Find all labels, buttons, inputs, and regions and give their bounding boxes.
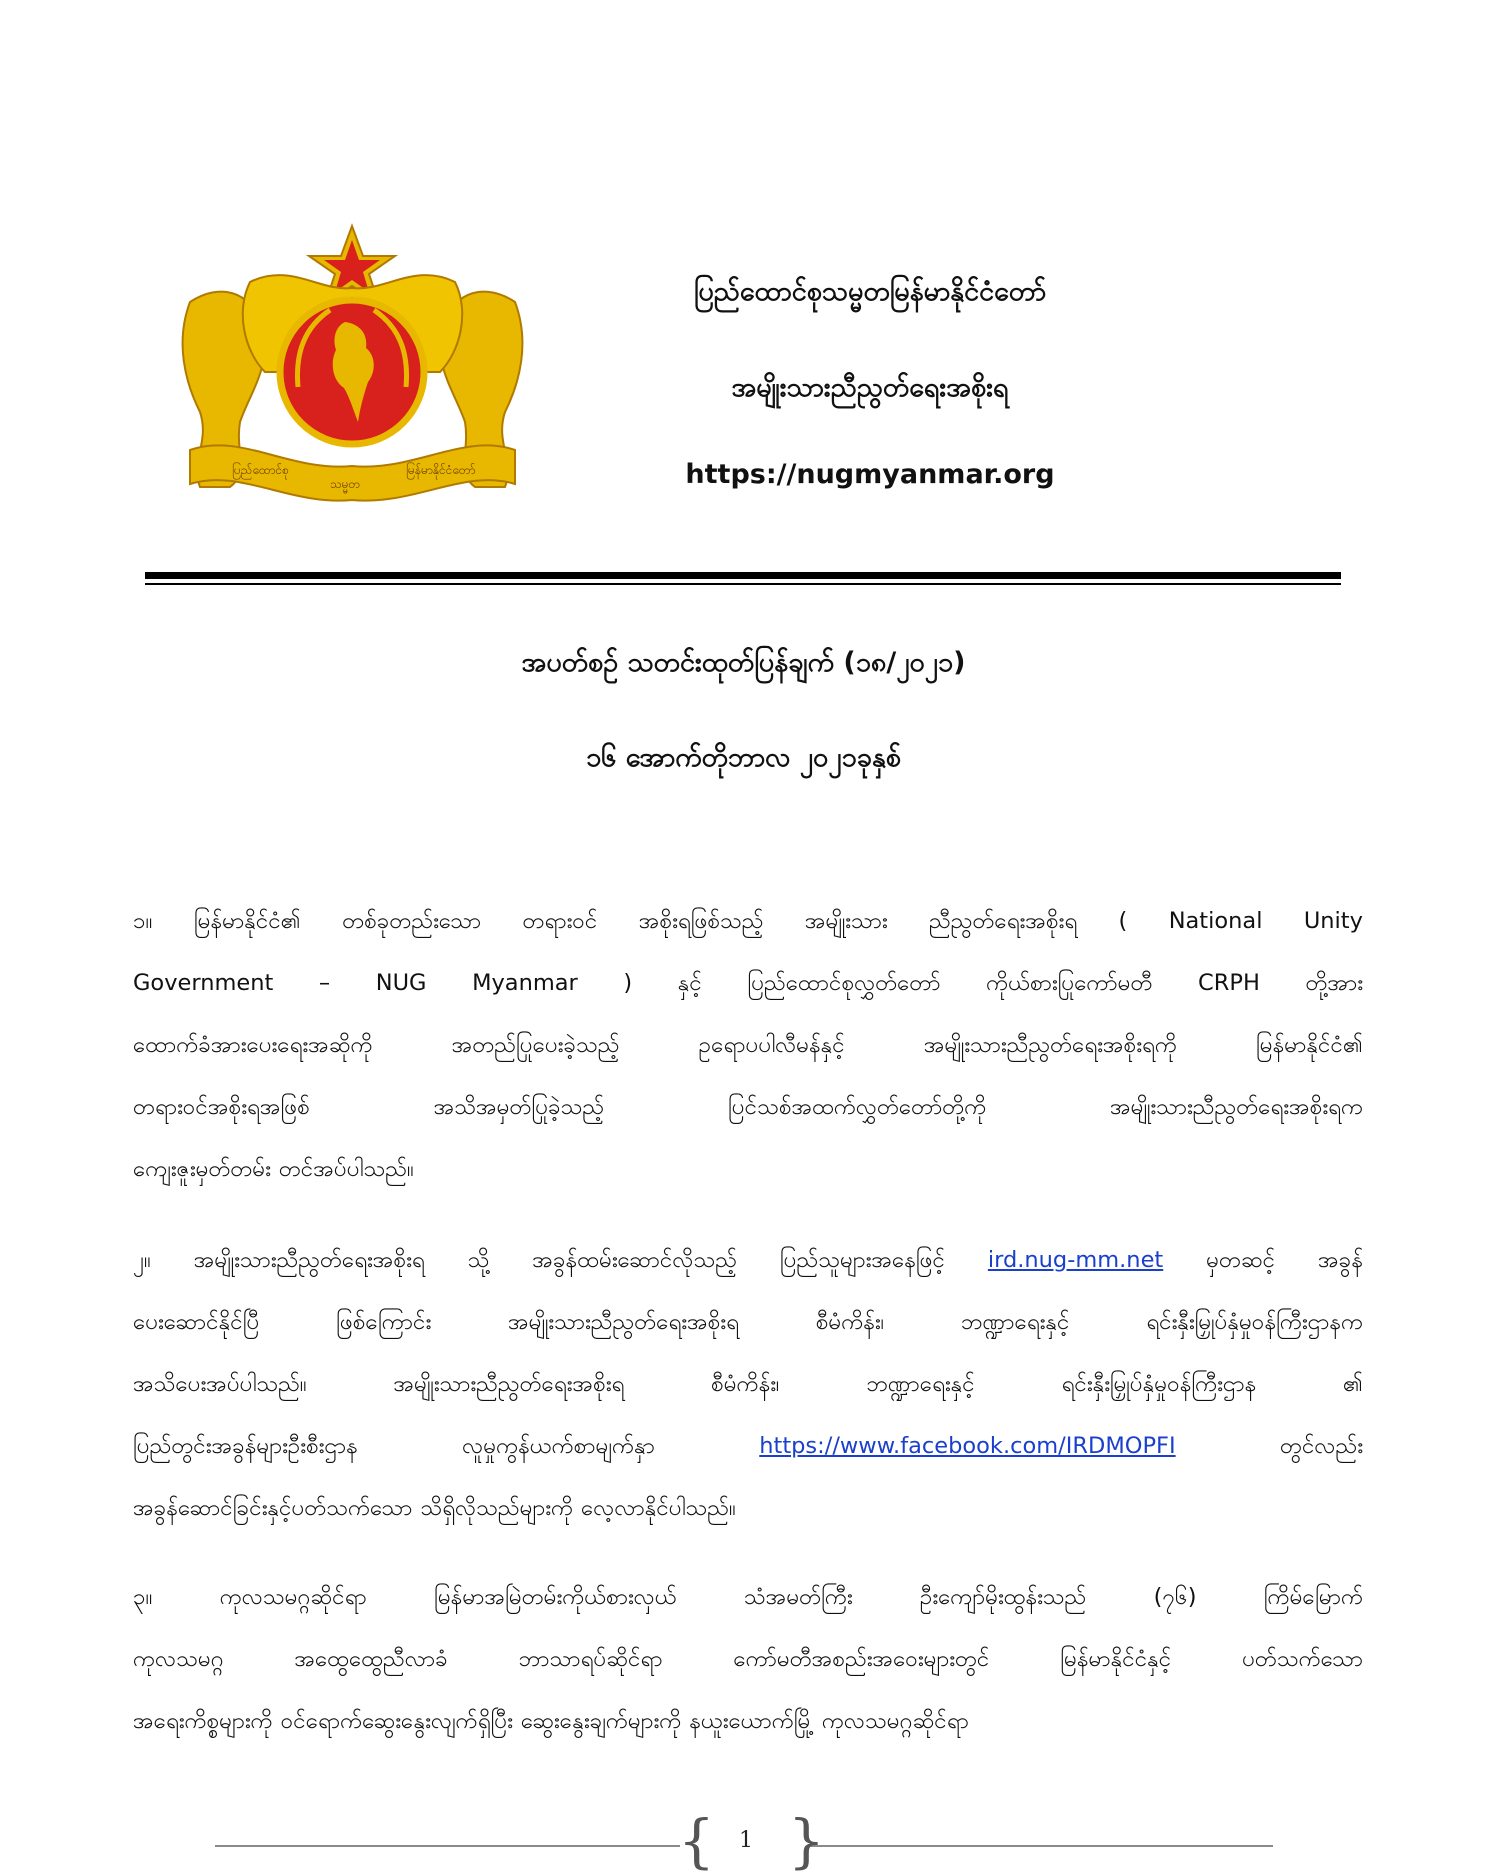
paragraph-line xyxy=(133,1582,1363,1612)
word: အမျိုးသားညီညွတ်ရေးအစိုးရကို xyxy=(923,1032,1177,1058)
paragraph-line xyxy=(133,1307,1363,1337)
word: မြန်မာနိုင်ငံနှင့် xyxy=(1060,1646,1172,1672)
footer-rule-right xyxy=(808,1845,1273,1847)
word: ကျေးဇူးမှတ်တမ်း xyxy=(133,1156,271,1182)
word: အတည်ပြုပေးခဲ့သည့် xyxy=(451,1032,620,1058)
word: ၂။ xyxy=(133,1247,151,1273)
ribbon-text-left: ပြည်ထောင်စု xyxy=(232,463,289,477)
paragraph-line xyxy=(133,1030,1363,1060)
word: စီမံကိန်း၊ xyxy=(815,1309,885,1335)
word: မြန်မာနိုင်ငံ၏ xyxy=(1255,1032,1363,1058)
word: ညီညွတ်ရေးအစိုးရ xyxy=(928,908,1078,934)
paragraph-line xyxy=(133,1092,1363,1122)
word: ဆွေးနွေးချက်များကို xyxy=(520,1708,682,1734)
word: အထွေထွေညီလာခံ xyxy=(294,1646,448,1672)
word: ပြည်သူများအနေဖြင့် xyxy=(779,1247,945,1273)
word: တင်အပ်ပါသည်။ xyxy=(278,1156,414,1182)
word: ပတ်သက်သော xyxy=(1242,1646,1363,1672)
word: ၁။ xyxy=(133,908,153,934)
word: တွင်လည်း xyxy=(1280,1433,1363,1459)
hyperlink[interactable]: https://www.facebook.com/IRDMOPFI xyxy=(759,1433,1176,1459)
paragraph-line xyxy=(133,968,1363,998)
paragraph-line xyxy=(133,1369,1363,1399)
word: နယူးယောက်မြို့ xyxy=(689,1708,814,1734)
government-name: ပြည်ထောင်စုသမ္မတမြန်မာနိုင်ငံတော် xyxy=(693,276,1047,307)
ribbon-text-mid: သမ္မတ xyxy=(330,477,361,491)
word: လူမှုကွန်ယက်စာမျက်နှာ xyxy=(462,1433,655,1459)
footer-rule-left xyxy=(215,1845,680,1847)
paragraph-line xyxy=(133,1154,1363,1184)
word: CRPH xyxy=(1198,970,1260,996)
word: ၃။ xyxy=(133,1584,153,1610)
word: (၇၆) xyxy=(1153,1584,1197,1610)
release-title: အပတ်စဉ် သတင်းထုတ်ပြန်ချက် (၁၈/၂၀၂၁) xyxy=(521,647,966,678)
word: ဘဏ္ဍာရေးနှင့် xyxy=(866,1371,975,1397)
word: ၏ xyxy=(1342,1371,1363,1397)
word: အသိပေးအပ်ပါသည်။ xyxy=(133,1371,307,1397)
word: Unity xyxy=(1303,908,1363,934)
word: တရားဝင်အစိုးရအဖြစ် xyxy=(133,1094,310,1120)
word: အမျိုးသား xyxy=(804,908,888,934)
paragraph-line xyxy=(133,1493,1363,1523)
word: သို့ xyxy=(467,1247,490,1273)
word: ကော်မတီအစည်းအဝေးများတွင် xyxy=(733,1646,990,1672)
word: သိရှိလိုသည်များကို xyxy=(420,1495,574,1521)
word: အသိအမှတ်ပြုခဲ့သည့် xyxy=(433,1094,605,1120)
word: ပြည်တွင်းအခွန်များဦးစီးဌာန xyxy=(133,1433,358,1459)
word: တို့အား xyxy=(1305,970,1363,996)
paragraph-line xyxy=(133,1706,1363,1736)
page-number: 1 xyxy=(739,1828,753,1853)
word: – xyxy=(318,970,331,996)
website-url: https://nugmyanmar.org xyxy=(685,459,1055,490)
left-brace-icon: { xyxy=(678,1807,715,1875)
word: ကြိမ်မြောက် xyxy=(1263,1584,1363,1610)
word: သံအမတ်ကြီး xyxy=(743,1584,853,1610)
right-brace-icon: } xyxy=(788,1807,825,1875)
hyperlink[interactable]: ird.nug-mm.net xyxy=(987,1247,1164,1273)
word: အစိုးရဖြစ်သည့် xyxy=(638,908,764,934)
word: ကုလသမဂ္ဂဆိုင်ရာ xyxy=(821,1708,969,1734)
word: အမျိုးသားညီညွတ်ရေးအစိုးရ xyxy=(508,1309,739,1335)
word: အခွန်ထမ်းဆောင်လိုသည့် xyxy=(532,1247,737,1273)
word: အမျိုးသားညီညွတ်ရေးအစိုးရ xyxy=(393,1371,625,1397)
word: ဘာသာရပ်ဆိုင်ရာ xyxy=(518,1646,663,1672)
word: အခွန်ဆောင်ခြင်းနှင့်ပတ်သက်သော xyxy=(133,1495,413,1521)
word: ဖြစ်ကြောင်း xyxy=(336,1309,432,1335)
header-rule-thick xyxy=(145,572,1341,579)
word: ရင်းနှီးမြှုပ်နှံမှုဝန်ကြီးဌာနက xyxy=(1146,1309,1363,1335)
government-title: အမျိုးသားညီညွတ်ရေးအစိုးရ xyxy=(731,372,1009,403)
ribbon-text-right: မြန်မာနိုင်ငံတော် xyxy=(406,463,476,477)
word: ကုလသမဂ္ဂ xyxy=(133,1646,224,1672)
release-date: ၁၆ အောက်တိုဘာလ ၂၀၂၁ခုနှစ် xyxy=(585,742,901,773)
word: ပေးဆောင်နိုင်ပြီ xyxy=(133,1309,260,1335)
word: ပြည်ထောင်စုလွှတ်တော် xyxy=(747,970,941,996)
paragraph-line xyxy=(133,906,1363,936)
word: မှတဆင့် xyxy=(1206,1247,1276,1273)
word: တရားဝင် xyxy=(522,908,598,934)
word: Myanmar xyxy=(472,970,578,996)
paragraph-line xyxy=(133,1431,1363,1461)
state-emblem xyxy=(180,222,525,507)
word: ဦးကျော်မိုးထွန်းသည် xyxy=(919,1584,1087,1610)
word: နှင့် xyxy=(677,970,702,996)
paragraph-line xyxy=(133,1644,1363,1674)
word: အမျိုးသားညီညွတ်ရေးအစိုးရ xyxy=(193,1247,425,1273)
word: ) xyxy=(623,970,633,996)
word: တစ်ခုတည်းသော xyxy=(342,908,482,934)
word: ဥရောပပါလီမန်နှင့် xyxy=(698,1032,845,1058)
word: ကုလသမဂ္ဂဆိုင်ရာ xyxy=(219,1584,367,1610)
word: မြန်မာနိုင်ငံ၏ xyxy=(193,908,301,934)
word: NUG xyxy=(375,970,427,996)
paragraph-line xyxy=(133,1245,1363,1275)
word: အခွန် xyxy=(1318,1247,1363,1273)
word: ဘဏ္ဍာရေးနှင့် xyxy=(960,1309,1070,1335)
word: Government xyxy=(133,970,274,996)
word: အရေးကိစ္စများကို xyxy=(133,1708,273,1734)
word: ကိုယ်စားပြုကော်မတီ xyxy=(986,970,1153,996)
word: မြန်မာအမြဲတမ်းကိုယ်စားလှယ် xyxy=(434,1584,677,1610)
word: လေ့လာနိုင်ပါသည်။ xyxy=(581,1495,736,1521)
word: ဝင်ရောက်ဆွေးနွေးလျက်ရှိပြီး xyxy=(280,1708,513,1734)
word: ထောက်ခံအားပေးရေးအဆိုကို xyxy=(133,1032,373,1058)
word: အမျိုးသားညီညွတ်ရေးအစိုးရက xyxy=(1110,1094,1363,1120)
word: ပြင်သစ်အထက်လွှတ်တော်တို့ကို xyxy=(728,1094,987,1120)
word: ( xyxy=(1118,908,1128,934)
word: ရင်းနှီးမြှုပ်နှံမှုဝန်ကြီးဌာန xyxy=(1061,1371,1257,1397)
word: စီမံကိန်း၊ xyxy=(711,1371,780,1397)
word: National xyxy=(1168,908,1263,934)
header-rule-thin xyxy=(145,583,1341,585)
